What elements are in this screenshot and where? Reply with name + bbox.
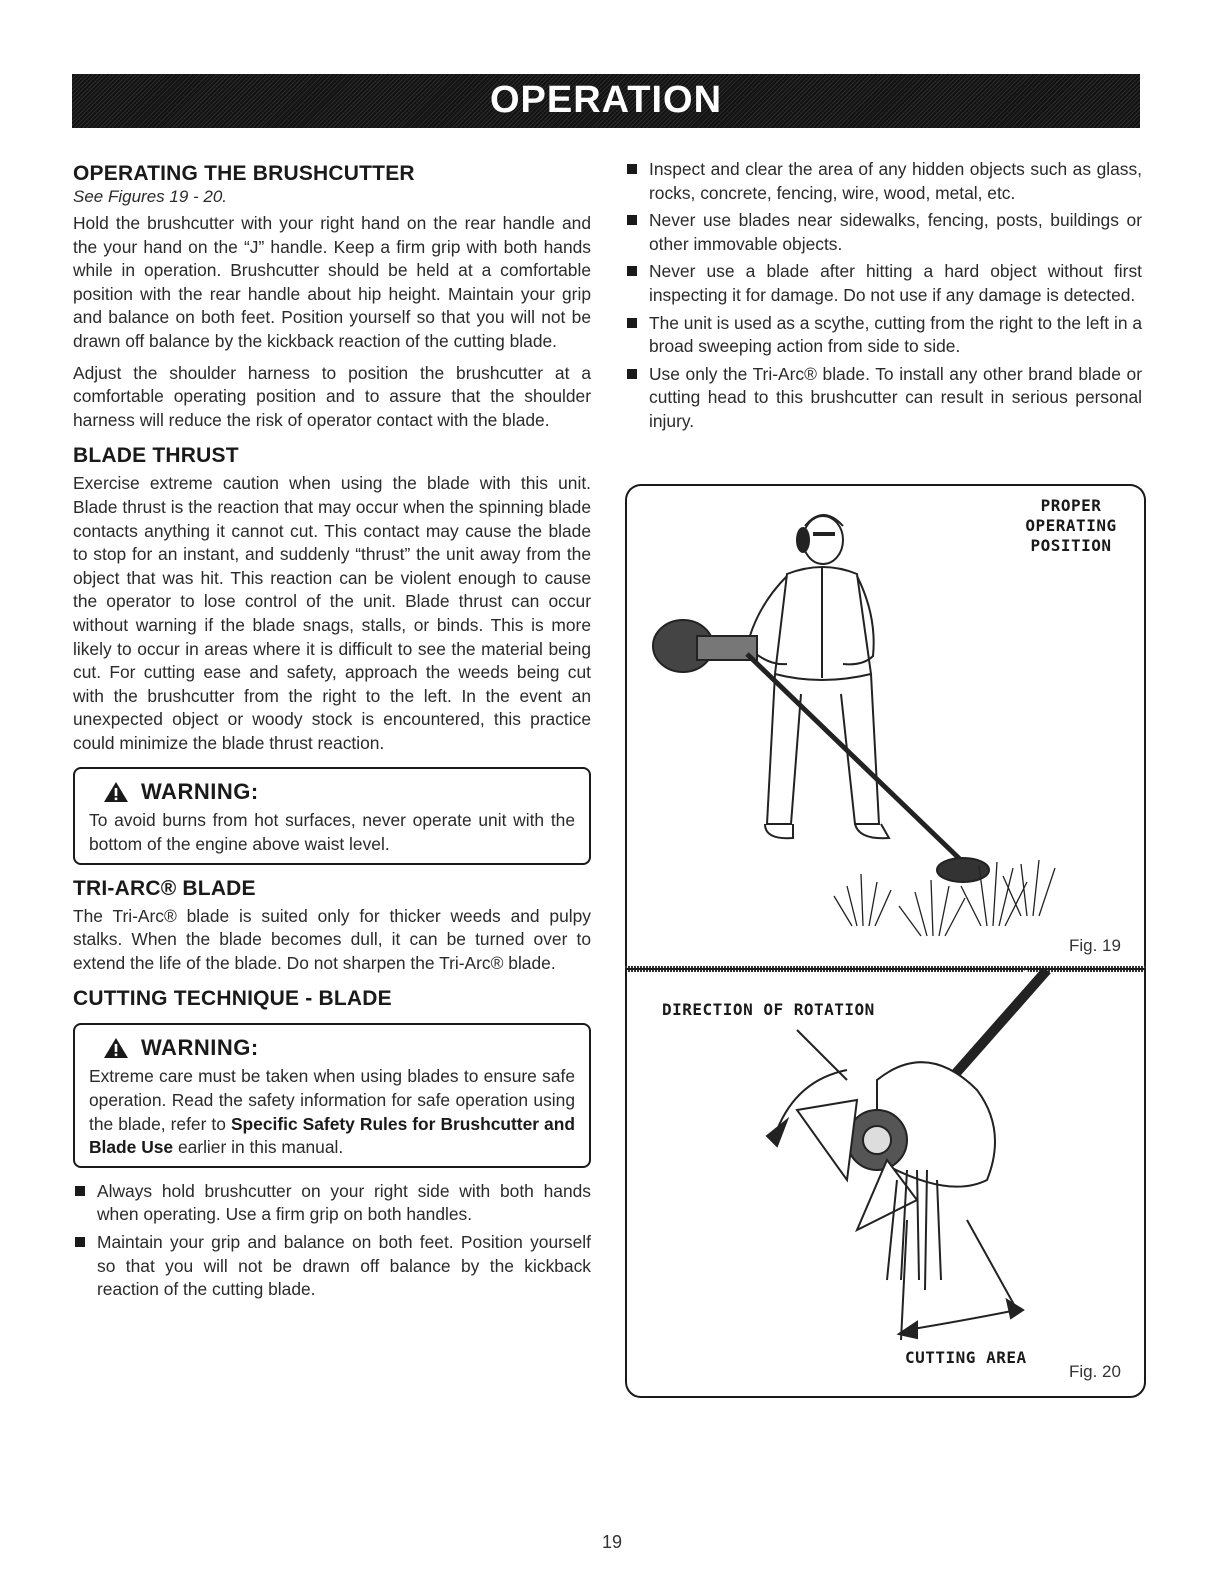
tri-arc-heading: TRI-ARC® BLADE <box>73 876 256 900</box>
figure-reference: See Figures 19 - 20. <box>73 187 228 206</box>
fig19-number: Fig. 19 <box>1069 936 1121 955</box>
list-item: Never use blades near sidewalks, fencing, posts, buildings or other immovable objects. <box>625 209 1142 256</box>
banner-title: OPERATION <box>489 79 723 121</box>
direction-of-rotation-label: DIRECTION OF ROTATION <box>662 1000 875 1019</box>
warning-triangle-icon <box>103 1037 129 1059</box>
blade-closeup-illustration <box>627 970 1144 1396</box>
page-number: 19 <box>601 1532 623 1552</box>
cutting-area-label: CUTTING AREA <box>905 1348 1027 1367</box>
warning-title: WARNING: <box>141 779 259 805</box>
blade-thrust-paragraph: Exercise extreme caution when using the blade with this unit. Blade thrust is the reaction that may occur when the spinning blade contacts anything it cannot cut. This contact may cause the blade to stop for an instant, and suddenly “thrust” the unit away from the object that was hit. This reaction can be violent enough to cause the operator to lose control of the unit. Blade thrust can occur without warning if the blade snags, stalls, or binds. This is more likely to occur in areas where it is difficult to see the material being cut. For cutting ease and safety, approach the weeds being cut with the brushcutter from the right to the left. In the event an unexpected object or woody stock is encountered, this practice could minimize the blade thrust reaction. <box>73 473 591 753</box>
warning-box-burns <box>73 767 591 864</box>
cutting-technique-heading: CUTTING TECHNIQUE - BLADE <box>73 987 392 1011</box>
fig20-number: Fig. 20 <box>1069 1362 1121 1381</box>
list-item: Maintain your grip and balance on both feet. Position yourself so that you will not be drawn off balance by the kickback reaction of the cutting blade. <box>73 1231 591 1302</box>
list-item: Never use a blade after hitting a hard object without first inspecting it for damage. Do not use if any damage is detected. <box>625 260 1142 307</box>
safety-rules-reference: Specific Safety Rules for Brushcutter and Blade Use <box>89 1113 575 1158</box>
operator-illustration <box>627 486 1144 970</box>
left-column <box>73 162 591 1306</box>
operating-paragraph-2: Adjust the shoulder harness to position the brushcutter at a comfortable operating position and to assure that the shoulder harness will reduce the risk of operator contact with the blade. <box>73 362 591 430</box>
right-column <box>625 158 1142 438</box>
list-item: Inspect and clear the area of any hidden objects such as glass, rocks, concrete, fencing, wire, wood, metal, etc. <box>625 158 1142 205</box>
figure-19 <box>625 484 1146 970</box>
operating-paragraph-1: Hold the brushcutter with your right hand on the rear handle and the your hand on the “J” handle. Keep a firm grip with both hands while in operation. Brushcutter should be held at a comfortable position with the rear handle about hip height. Maintain your grip and balance on both feet. Position yourself so that you will not be drawn off balance by the kickback reaction of the cutting blade. <box>73 213 591 351</box>
operating-heading: OPERATING THE BRUSHCUTTER <box>73 162 415 185</box>
right-bullet-list <box>625 158 1142 434</box>
section-banner <box>72 74 1140 128</box>
left-bullet-list <box>73 1180 591 1302</box>
list-item: The unit is used as a scythe, cutting from the right to the left in a broad sweeping action from side to side. <box>625 312 1142 359</box>
warning-text: To avoid burns from hot surfaces, never operate unit with the bottom of the engine above waist level. <box>89 810 575 855</box>
tri-arc-paragraph: The Tri-Arc® blade is suited only for thicker weeds and pulpy stalks. When the blade becomes dull, it can be turned over to extend the life of the blade. Do not sharpen the Tri-Arc® blade. <box>73 905 591 973</box>
fig19-caption: PROPER OPERATING POSITION <box>1025 496 1117 555</box>
list-item: Always hold brushcutter on your right side with both hands when operating. Use a firm grip on both handles. <box>73 1180 591 1227</box>
warning-box-blades <box>73 1023 591 1167</box>
warning-title: WARNING: <box>141 1035 259 1061</box>
warning-triangle-icon <box>103 781 129 803</box>
blade-thrust-heading: BLADE THRUST <box>73 444 239 468</box>
warning-text: Extreme care must be taken when using blades to ensure safe operation. Read the safety information for safe operation using the blade, refer to Specific Safety Rules for Brushcutter and Blade Use earlier in this manual. <box>89 1066 575 1158</box>
figure-20 <box>625 968 1146 1398</box>
list-item: Use only the Tri-Arc® blade. To install any other brand blade or cutting head to this brushcutter can result in serious personal injury. <box>625 363 1142 434</box>
